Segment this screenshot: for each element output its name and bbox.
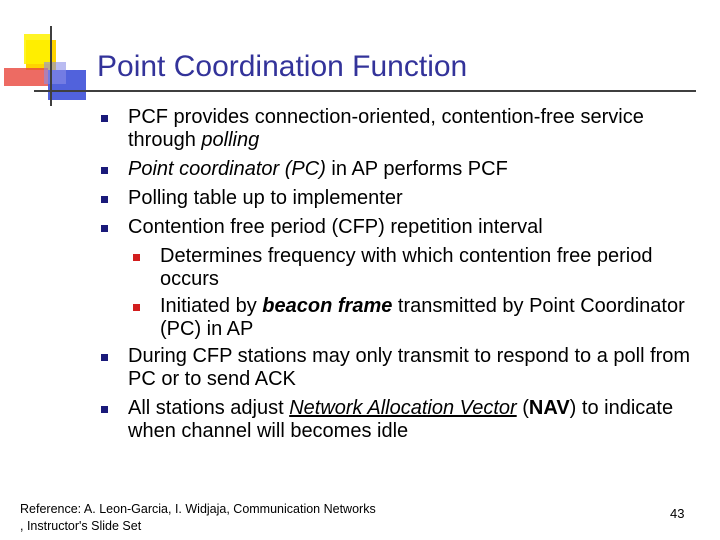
bullet-text: Contention free period (CFP) repetition interval [128,216,543,238]
bullet-text: beacon frame [262,295,393,317]
reference-footer: Reference: A. Leon-Garcia, I. Widjaja, Communication Networks , Instructor's Slide Set [20,502,376,533]
bullet-square-icon [101,406,108,413]
bullet-item [100,345,710,391]
bullet-text: ) to indicate when channel will becomes idle [128,397,674,442]
bullet-text: PCF provides connection-oriented, contention-free service through [128,106,644,151]
bullet-square-icon [101,167,108,174]
bullet-text: Initiated by [160,295,263,317]
bullet-item [100,295,710,341]
slide-logo [0,0,90,110]
bullet-item [100,187,710,210]
bullet-square-icon [101,354,108,361]
bullet-item [100,216,710,239]
bullet-item [100,245,710,291]
bullet-text: transmitted by Point Coordinator (PC) in AP [160,295,685,340]
bullet-text: ( [516,397,529,419]
bullet-text: polling [201,129,260,151]
bullet-item [100,106,710,152]
slide-title: Point Coordination Function [97,50,468,83]
bullet-square-icon [101,196,108,203]
bullet-text: All stations adjust [128,397,290,419]
bullet-square-icon [133,254,140,261]
bullet-item [100,397,710,443]
bullet-square-icon [101,225,108,232]
page-number: 43 [670,506,685,521]
title-underline [34,90,696,92]
bullet-square-icon [133,304,140,311]
bullet-text: Determines frequency with which contention free period occurs [160,245,653,290]
bullet-item [100,158,710,181]
bullet-text: Network Allocation Vector [289,397,517,419]
bullet-square-icon [101,115,108,122]
bullet-text: in AP performs PCF [325,158,508,180]
bullet-text: During CFP stations may only transmit to respond to a poll from PC or to send ACK [128,345,691,390]
bullet-list [100,106,710,449]
bullet-text: Point coordinator (PC) [128,158,326,180]
bullet-text: Polling table up to implementer [128,187,403,209]
bullet-text: NAV [528,397,570,419]
